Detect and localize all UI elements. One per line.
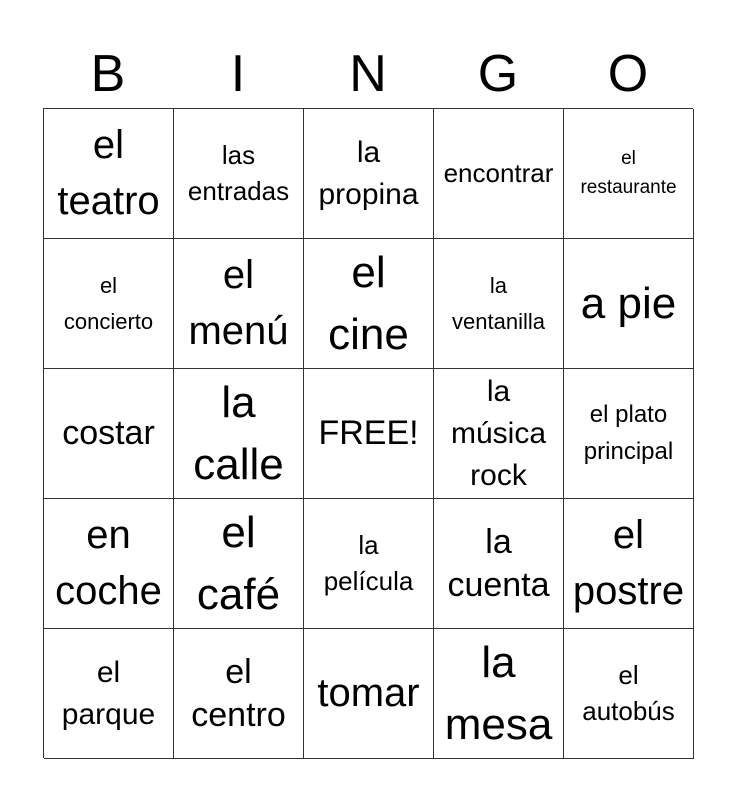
bingo-cell[interactable] [174,109,304,239]
bingo-cell[interactable] [434,499,564,629]
bingo-cell-text: el teatro [57,123,160,223]
bingo-cell-text: la mesa [444,637,553,749]
bingo-cell[interactable] [564,629,694,759]
bingo-cell-text: el menú [188,253,289,353]
bingo-cell[interactable] [44,369,174,499]
bingo-cell-text: la música rock [450,374,547,492]
bingo-cell[interactable] [174,499,304,629]
bingo-cell[interactable] [304,499,434,629]
bingo-cell-text: la cuenta [447,523,550,604]
bingo-cell[interactable] [564,109,694,239]
bingo-cell[interactable] [304,239,434,369]
bingo-cell[interactable] [44,109,174,239]
bingo-board [43,108,693,758]
bingo-cell-text: el autobús [582,659,675,726]
bingo-cell[interactable] [434,109,564,239]
bingo-cell[interactable] [304,109,434,239]
bingo-cell-text: a pie [580,278,677,328]
bingo-cell[interactable] [44,499,174,629]
bingo-cell[interactable] [174,629,304,759]
bingo-cell-text: el concierto [63,273,154,334]
header-letter-g: G [477,45,519,103]
bingo-cell[interactable] [434,629,564,759]
bingo-cell-text: el centro [191,653,286,734]
bingo-cell-text: encontrar [443,157,554,188]
bingo-cell[interactable] [174,369,304,499]
bingo-cell-text: el postre [572,513,685,613]
bingo-cell[interactable] [564,239,694,369]
header-letter-i: I [230,45,246,103]
bingo-cell[interactable] [174,239,304,369]
header-letter-b: B [90,45,126,103]
bingo-cell-text: el restaurante [580,148,677,198]
bingo-cell-text: la ventanilla [452,273,545,334]
bingo-cell[interactable] [564,369,694,499]
bingo-cell-text: en coche [55,513,162,613]
bingo-cell-text: el café [196,507,281,619]
header-letter-o: O [607,45,649,103]
bingo-cell-text: el plato principal [583,401,674,465]
bingo-cell-text: la película [323,529,414,596]
bingo-cell[interactable] [44,239,174,369]
free-space-cell[interactable] [304,369,434,499]
bingo-cell[interactable] [434,239,564,369]
header-letter-n: N [349,45,387,103]
bingo-cell-text: la calle [193,377,284,489]
bingo-header [43,40,693,108]
bingo-cell[interactable] [304,629,434,759]
bingo-cell-text: el cine [328,247,409,359]
bingo-cell-text: el parque [61,655,156,731]
bingo-cell-text: costar [62,414,155,453]
bingo-cell[interactable] [564,499,694,629]
bingo-cell[interactable] [44,629,174,759]
bingo-cell[interactable] [434,369,564,499]
bingo-cell-text: la propina [318,135,419,211]
bingo-cell-text: FREE! [318,414,419,453]
bingo-cell-text: tomar [317,670,420,715]
bingo-cell-text: las entradas [187,139,290,206]
